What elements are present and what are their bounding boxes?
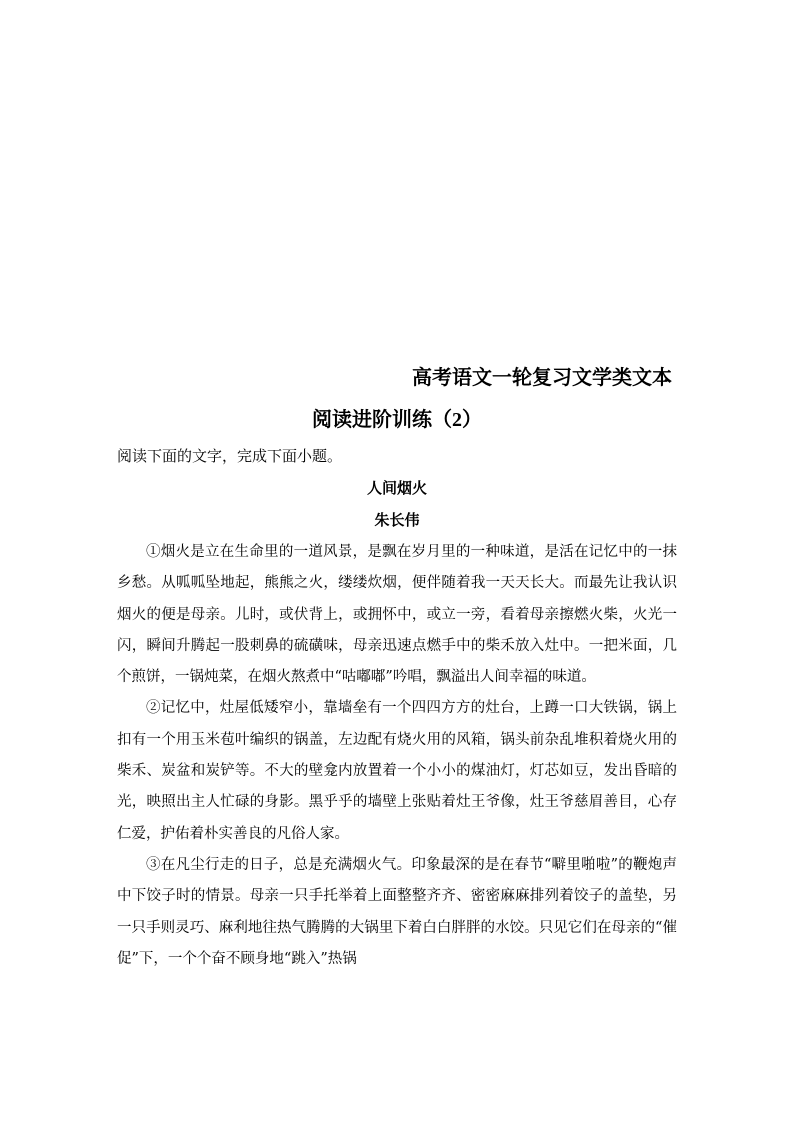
essay-title: 人间烟火 [366, 481, 427, 497]
reading-instruction: 阅读下面的文字，完成下面小题。 [117, 448, 343, 465]
essay-author: 朱长伟 [374, 513, 420, 529]
essay-paragraph-3: ③在凡尘行走的日子，总是充满烟火气。印象最深的是在春节“噼里啪啦”的鞭炮声中下饺子时的情景。母亲一只手托举着上面整整齐齐、密密麻麻排列着饺子的盖垫，另一只手则灵巧、麻利地往热气腾腾的大锅里下着白白胖胖的水饺。只见它们在母亲的“催促”下，一个个奋不顾身地“跳入”热锅 [117, 856, 677, 967]
essay-paragraph-1: ①烟火是立在生命里的一道风景，是飘在岁月里的一种味道，是活在记忆中的一抹乡愁。从呱呱坠地起，熊熊之火，缕缕炊烟，便伴随着我一天天长大。而最先让我认识烟火的便是母亲。儿时，或伏背上，或拥怀中，或立一旁，看着母亲擦燃火柴，火光一闪，瞬间升腾起一股刺鼻的硫磺味，母亲迅速点燃手中的柴禾放入灶中。一把米面，几个煎饼，一锅炖菜，在烟火熬煮中“咕嘟嘟”吟唱，飘溢出人间幸福的味道。 [117, 544, 677, 686]
essay-paragraph-2: ②记忆中，灶屋低矮窄小，靠墙垒有一个四四方方的灶台，上蹲一口大铁锅，锅上扣有一个用玉米苞叶编织的锅盖，左边配有烧火用的风箱，锅头前杂乱堆积着烧火用的柴禾、炭盆和炭铲等。不大的壁龛内放置着一个小小的煤油灯，灯芯如豆，发出昏暗的光，映照出主人忙碌的身影。黑乎乎的墙壁上张贴着灶王爷像，灶王爷慈眉善目，心存仁爱，护佑着朴实善良的凡俗人家。 [117, 700, 677, 842]
essay-body [117, 537, 677, 975]
document-title-line-1: 高考语文一轮复习文学类文本 [412, 367, 672, 389]
document-title-line-2: 阅读进阶训练（2） [312, 409, 482, 431]
